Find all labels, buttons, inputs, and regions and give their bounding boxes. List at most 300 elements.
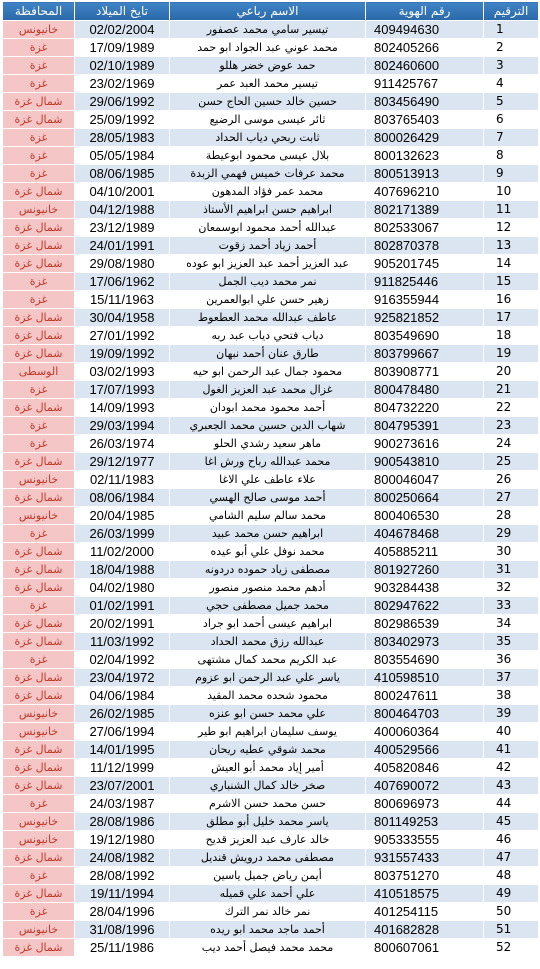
governorate: شمال غزة bbox=[3, 543, 75, 561]
birth-date: 11/02/2000 bbox=[75, 543, 170, 561]
table-row bbox=[3, 291, 539, 309]
governorate: غزة bbox=[3, 381, 75, 399]
full-name: خالد عارف عبد العزيز قديح bbox=[170, 831, 366, 849]
full-name: علاء عاطف علي الاغا bbox=[170, 471, 366, 489]
birth-date: 03/02/1993 bbox=[75, 363, 170, 381]
id-number: 801149253 bbox=[366, 813, 484, 831]
row-number: 43 bbox=[484, 777, 539, 795]
birth-date: 20/02/1991 bbox=[75, 615, 170, 633]
table-row bbox=[3, 759, 539, 777]
governorate: شمال غزة bbox=[3, 885, 75, 903]
id-number: 802870378 bbox=[366, 237, 484, 255]
table-row bbox=[3, 183, 539, 201]
id-number: 911825446 bbox=[366, 273, 484, 291]
full-name: عبدالله رزق محمد الحداد bbox=[170, 633, 366, 651]
row-number: 12 bbox=[484, 219, 539, 237]
row-number: 1 bbox=[484, 21, 539, 39]
table-row bbox=[3, 417, 539, 435]
header-id: رقم الهوية bbox=[366, 2, 484, 21]
full-name: زهير حسن علي ابوالعمرين bbox=[170, 291, 366, 309]
table-row bbox=[3, 885, 539, 903]
governorate: غزة bbox=[3, 129, 75, 147]
full-name: مصطفى زياد حموده دردونه bbox=[170, 561, 366, 579]
table-row bbox=[3, 813, 539, 831]
row-number: 8 bbox=[484, 147, 539, 165]
table-body bbox=[3, 21, 539, 957]
table-row bbox=[3, 399, 539, 417]
row-number: 7 bbox=[484, 129, 539, 147]
table-row bbox=[3, 849, 539, 867]
birth-date: 02/02/2004 bbox=[75, 21, 170, 39]
birth-date: 19/11/1994 bbox=[75, 885, 170, 903]
full-name: شهاب الدين حسين محمد الجعبري bbox=[170, 417, 366, 435]
id-number: 400529566 bbox=[366, 741, 484, 759]
row-number: 31 bbox=[484, 561, 539, 579]
id-number: 803765403 bbox=[366, 111, 484, 129]
row-number: 47 bbox=[484, 849, 539, 867]
full-name: محمد جميل مصطفى حجي bbox=[170, 597, 366, 615]
table-row bbox=[3, 273, 539, 291]
full-name: ابراهيم عيسى أحمد ابو جراد bbox=[170, 615, 366, 633]
governorate: غزة bbox=[3, 435, 75, 453]
governorate: شمال غزة bbox=[3, 237, 75, 255]
governorate: غزة bbox=[3, 597, 75, 615]
row-number: 42 bbox=[484, 759, 539, 777]
governorate: خانيونس bbox=[3, 507, 75, 525]
governorate: خانيونس bbox=[3, 723, 75, 741]
birth-date: 02/10/1989 bbox=[75, 57, 170, 75]
governorate: غزة bbox=[3, 651, 75, 669]
table-row bbox=[3, 831, 539, 849]
row-number: 26 bbox=[484, 471, 539, 489]
governorate: غزة bbox=[3, 75, 75, 93]
birth-date: 26/03/1999 bbox=[75, 525, 170, 543]
id-number: 800478480 bbox=[366, 381, 484, 399]
birth-date: 26/03/1974 bbox=[75, 435, 170, 453]
table-row bbox=[3, 507, 539, 525]
id-number: 802986539 bbox=[366, 615, 484, 633]
table-row bbox=[3, 129, 539, 147]
full-name: عبدالله أحمد محمود ابوسمعان bbox=[170, 219, 366, 237]
row-number: 33 bbox=[484, 597, 539, 615]
governorate: شمال غزة bbox=[3, 255, 75, 273]
id-number: 911425767 bbox=[366, 75, 484, 93]
table-row bbox=[3, 237, 539, 255]
birth-date: 17/06/1962 bbox=[75, 273, 170, 291]
row-number: 10 bbox=[484, 183, 539, 201]
row-number: 15 bbox=[484, 273, 539, 291]
row-number: 17 bbox=[484, 309, 539, 327]
id-number: 800247611 bbox=[366, 687, 484, 705]
row-number: 46 bbox=[484, 831, 539, 849]
full-name: مصطفى محمد درويش قنديل bbox=[170, 849, 366, 867]
table-row bbox=[3, 435, 539, 453]
full-name: ثابت ربحي دياب الحداد bbox=[170, 129, 366, 147]
row-number: 32 bbox=[484, 579, 539, 597]
governorate: شمال غزة bbox=[3, 669, 75, 687]
full-name: محمد عوني عبد الجواد ابو حمد bbox=[170, 39, 366, 57]
governorate: خانيونس bbox=[3, 831, 75, 849]
table-row bbox=[3, 633, 539, 651]
id-number: 800696973 bbox=[366, 795, 484, 813]
governorate: شمال غزة bbox=[3, 489, 75, 507]
id-number: 802460600 bbox=[366, 57, 484, 75]
governorate: خانيونس bbox=[3, 471, 75, 489]
id-number: 401254115 bbox=[366, 903, 484, 921]
governorate: غزة bbox=[3, 867, 75, 885]
table-row bbox=[3, 795, 539, 813]
id-number: 401682828 bbox=[366, 921, 484, 939]
id-number: 800046047 bbox=[366, 471, 484, 489]
table-row bbox=[3, 75, 539, 93]
full-name: عبد الكريم محمد كمال مشتهى bbox=[170, 651, 366, 669]
full-name: أحمد موسى صالح الهسي bbox=[170, 489, 366, 507]
row-number: 22 bbox=[484, 399, 539, 417]
governorate: غزة bbox=[3, 147, 75, 165]
full-name: محمد سالم سليم الشامي bbox=[170, 507, 366, 525]
governorate: غزة bbox=[3, 57, 75, 75]
table-row bbox=[3, 615, 539, 633]
governorate: غزة bbox=[3, 903, 75, 921]
governorate: شمال غزة bbox=[3, 687, 75, 705]
header-governorate: المحافظة bbox=[3, 2, 75, 21]
table-row bbox=[3, 147, 539, 165]
row-number: 36 bbox=[484, 651, 539, 669]
row-number: 14 bbox=[484, 255, 539, 273]
full-name: غزال محمد عبد العزيز الغول bbox=[170, 381, 366, 399]
full-name: طارق عنان أحمد نبهان bbox=[170, 345, 366, 363]
birth-date: 30/04/1958 bbox=[75, 309, 170, 327]
id-number: 803554690 bbox=[366, 651, 484, 669]
id-number: 407690072 bbox=[366, 777, 484, 795]
full-name: تيسير محمد العبد عمر bbox=[170, 75, 366, 93]
table-row bbox=[3, 921, 539, 939]
table-row bbox=[3, 723, 539, 741]
row-number: 49 bbox=[484, 885, 539, 903]
full-name: أيمن رياض جميل ياسين bbox=[170, 867, 366, 885]
governorate: غزة bbox=[3, 795, 75, 813]
row-number: 23 bbox=[484, 417, 539, 435]
row-number: 27 bbox=[484, 489, 539, 507]
full-name: أحمد زياد أحمد زقوت bbox=[170, 237, 366, 255]
id-number: 800026429 bbox=[366, 129, 484, 147]
birth-date: 08/06/1985 bbox=[75, 165, 170, 183]
governorate: خانيونس bbox=[3, 813, 75, 831]
governorate: شمال غزة bbox=[3, 849, 75, 867]
full-name: عبد العزيز أحمد عبد العزيز ابو عوده bbox=[170, 255, 366, 273]
table-row bbox=[3, 363, 539, 381]
id-number: 405885211 bbox=[366, 543, 484, 561]
row-number: 40 bbox=[484, 723, 539, 741]
id-number: 803402973 bbox=[366, 633, 484, 651]
row-number: 18 bbox=[484, 327, 539, 345]
full-name: بلال عيسى محمود ابوعيطة bbox=[170, 147, 366, 165]
full-name: محمد نوفل علي أبو عيده bbox=[170, 543, 366, 561]
row-number: 4 bbox=[484, 75, 539, 93]
birth-date: 04/10/2001 bbox=[75, 183, 170, 201]
row-number: 6 bbox=[484, 111, 539, 129]
row-number: 19 bbox=[484, 345, 539, 363]
birth-date: 04/02/1980 bbox=[75, 579, 170, 597]
governorate: شمال غزة bbox=[3, 741, 75, 759]
full-name: أحمد ماجد محمد ابو ريده bbox=[170, 921, 366, 939]
birth-date: 04/12/1988 bbox=[75, 201, 170, 219]
full-name: محمود جمال عبد الرحمن ابو حيه bbox=[170, 363, 366, 381]
birth-date: 14/09/1993 bbox=[75, 399, 170, 417]
governorate: خانيونس bbox=[3, 201, 75, 219]
table-row bbox=[3, 867, 539, 885]
table-row bbox=[3, 669, 539, 687]
id-number: 800132623 bbox=[366, 147, 484, 165]
id-number: 803799667 bbox=[366, 345, 484, 363]
governorate: شمال غزة bbox=[3, 345, 75, 363]
table-row bbox=[3, 21, 539, 39]
table-row bbox=[3, 165, 539, 183]
birth-date: 17/09/1989 bbox=[75, 39, 170, 57]
birth-date: 29/03/1994 bbox=[75, 417, 170, 435]
full-name: محمود شحده محمد المقيد bbox=[170, 687, 366, 705]
birth-date: 23/04/1972 bbox=[75, 669, 170, 687]
birth-date: 23/07/2001 bbox=[75, 777, 170, 795]
governorate: غزة bbox=[3, 39, 75, 57]
full-name: أحمد محمود محمد ابودان bbox=[170, 399, 366, 417]
governorate: خانيونس bbox=[3, 705, 75, 723]
full-name: تيسير سامي محمد عصفور bbox=[170, 21, 366, 39]
birth-date: 20/04/1985 bbox=[75, 507, 170, 525]
birth-date: 05/05/1984 bbox=[75, 147, 170, 165]
id-number: 800406530 bbox=[366, 507, 484, 525]
birth-date: 24/01/1991 bbox=[75, 237, 170, 255]
full-name: عاطف عبدالله محمد العطعوط bbox=[170, 309, 366, 327]
governorate: شمال غزة bbox=[3, 327, 75, 345]
table-row bbox=[3, 741, 539, 759]
full-name: حسين خالد حسين الحاج حسن bbox=[170, 93, 366, 111]
birth-date: 11/12/1999 bbox=[75, 759, 170, 777]
id-number: 804732220 bbox=[366, 399, 484, 417]
governorate: خانيونس bbox=[3, 21, 75, 39]
id-number: 803549690 bbox=[366, 327, 484, 345]
governorate: شمال غزة bbox=[3, 777, 75, 795]
birth-date: 02/04/1992 bbox=[75, 651, 170, 669]
birth-date: 25/09/1992 bbox=[75, 111, 170, 129]
table-row bbox=[3, 777, 539, 795]
full-name: صخر خالد كمال الشنباري bbox=[170, 777, 366, 795]
id-number: 800513913 bbox=[366, 165, 484, 183]
id-number: 931557433 bbox=[366, 849, 484, 867]
governorate: شمال غزة bbox=[3, 453, 75, 471]
table-row bbox=[3, 381, 539, 399]
id-number: 409494630 bbox=[366, 21, 484, 39]
row-number: 24 bbox=[484, 435, 539, 453]
full-name: حسن محمد حسن الاشرم bbox=[170, 795, 366, 813]
governorate: غزة bbox=[3, 165, 75, 183]
header-dob: تايخ الميلاد bbox=[75, 2, 170, 21]
row-number: 11 bbox=[484, 201, 539, 219]
birth-date: 02/11/1983 bbox=[75, 471, 170, 489]
governorate: شمال غزة bbox=[3, 219, 75, 237]
full-name: محمد عبدالله رباح ورش اغا bbox=[170, 453, 366, 471]
birth-date: 24/08/1982 bbox=[75, 849, 170, 867]
birth-date: 04/06/1984 bbox=[75, 687, 170, 705]
row-number: 45 bbox=[484, 813, 539, 831]
governorate: شمال غزة bbox=[3, 399, 75, 417]
full-name: محمد عرفات خميس فهمي الزبدة bbox=[170, 165, 366, 183]
row-number: 39 bbox=[484, 705, 539, 723]
id-number: 925821852 bbox=[366, 309, 484, 327]
row-number: 48 bbox=[484, 867, 539, 885]
header-num: الترقيم bbox=[484, 2, 539, 21]
id-number: 800607061 bbox=[366, 939, 484, 957]
id-number: 900273616 bbox=[366, 435, 484, 453]
birth-date: 15/11/1963 bbox=[75, 291, 170, 309]
table-row bbox=[3, 543, 539, 561]
row-number: 52 bbox=[484, 939, 539, 957]
full-name: دياب فتحي دياب عبد ربه bbox=[170, 327, 366, 345]
governorate: شمال غزة bbox=[3, 939, 75, 957]
row-number: 9 bbox=[484, 165, 539, 183]
table-row bbox=[3, 57, 539, 75]
table-row bbox=[3, 345, 539, 363]
table-row bbox=[3, 579, 539, 597]
table-row bbox=[3, 705, 539, 723]
full-name: أدهم محمد منصور منصور bbox=[170, 579, 366, 597]
governorate: شمال غزة bbox=[3, 309, 75, 327]
header-name: الاسم رباعي bbox=[170, 2, 366, 21]
full-name: ياسر محمد خليل أبو مطلق bbox=[170, 813, 366, 831]
full-name: ابراهيم حسن ابراهيم الأستاذ bbox=[170, 201, 366, 219]
governorate: شمال غزة bbox=[3, 633, 75, 651]
full-name: محمد محمد فيصل أحمد ديب bbox=[170, 939, 366, 957]
full-name: محمد شوقي عطيه ريحان bbox=[170, 741, 366, 759]
table-row bbox=[3, 255, 539, 273]
governorate: شمال غزة bbox=[3, 111, 75, 129]
governorate: شمال غزة bbox=[3, 561, 75, 579]
id-number: 900543810 bbox=[366, 453, 484, 471]
id-number: 404678468 bbox=[366, 525, 484, 543]
row-number: 29 bbox=[484, 525, 539, 543]
roster-table bbox=[2, 1, 539, 957]
table-row bbox=[3, 489, 539, 507]
row-number: 5 bbox=[484, 93, 539, 111]
row-number: 25 bbox=[484, 453, 539, 471]
table-row bbox=[3, 309, 539, 327]
table-row bbox=[3, 201, 539, 219]
id-number: 407696210 bbox=[366, 183, 484, 201]
birth-date: 28/04/1996 bbox=[75, 903, 170, 921]
governorate: غزة bbox=[3, 525, 75, 543]
id-number: 410518575 bbox=[366, 885, 484, 903]
table-row bbox=[3, 903, 539, 921]
table-row bbox=[3, 39, 539, 57]
id-number: 410598510 bbox=[366, 669, 484, 687]
full-name: ياسر علي عبد الرحمن ابو عزوم bbox=[170, 669, 366, 687]
id-number: 803751270 bbox=[366, 867, 484, 885]
table-row bbox=[3, 93, 539, 111]
id-number: 800250664 bbox=[366, 489, 484, 507]
table-row bbox=[3, 327, 539, 345]
birth-date: 31/08/1996 bbox=[75, 921, 170, 939]
id-number: 802405266 bbox=[366, 39, 484, 57]
birth-date: 17/07/1993 bbox=[75, 381, 170, 399]
birth-date: 23/12/1989 bbox=[75, 219, 170, 237]
id-number: 400060364 bbox=[366, 723, 484, 741]
birth-date: 08/06/1984 bbox=[75, 489, 170, 507]
row-number: 51 bbox=[484, 921, 539, 939]
table-row bbox=[3, 561, 539, 579]
row-number: 28 bbox=[484, 507, 539, 525]
birth-date: 28/08/1992 bbox=[75, 867, 170, 885]
birth-date: 27/01/1992 bbox=[75, 327, 170, 345]
table-header bbox=[3, 2, 539, 21]
full-name: يوسف سليمان ابراهيم ابو طير bbox=[170, 723, 366, 741]
table-row bbox=[3, 471, 539, 489]
row-number: 34 bbox=[484, 615, 539, 633]
governorate: غزة bbox=[3, 417, 75, 435]
birth-date: 19/12/1980 bbox=[75, 831, 170, 849]
governorate: شمال غزة bbox=[3, 579, 75, 597]
birth-date: 25/11/1986 bbox=[75, 939, 170, 957]
table-row bbox=[3, 525, 539, 543]
row-number: 3 bbox=[484, 57, 539, 75]
birth-date: 23/02/1969 bbox=[75, 75, 170, 93]
governorate: غزة bbox=[3, 273, 75, 291]
birth-date: 29/06/1992 bbox=[75, 93, 170, 111]
id-number: 802947622 bbox=[366, 597, 484, 615]
full-name: أمير إياد محمد أبو العيش bbox=[170, 759, 366, 777]
full-name: ثائر عيسى موسى الرضيع bbox=[170, 111, 366, 129]
governorate: الوسطى bbox=[3, 363, 75, 381]
governorate: شمال غزة bbox=[3, 183, 75, 201]
table-row bbox=[3, 219, 539, 237]
birth-date: 18/04/1988 bbox=[75, 561, 170, 579]
birth-date: 14/01/1995 bbox=[75, 741, 170, 759]
full-name: ابراهيم حسن محمد عبيد bbox=[170, 525, 366, 543]
row-number: 37 bbox=[484, 669, 539, 687]
table-row bbox=[3, 597, 539, 615]
id-number: 801927260 bbox=[366, 561, 484, 579]
id-number: 802171389 bbox=[366, 201, 484, 219]
birth-date: 28/05/1983 bbox=[75, 129, 170, 147]
id-number: 405820846 bbox=[366, 759, 484, 777]
full-name: نمر خالد نمر الترك bbox=[170, 903, 366, 921]
id-number: 916355944 bbox=[366, 291, 484, 309]
full-name: علي محمد حسن ابو عنزه bbox=[170, 705, 366, 723]
birth-date: 01/02/1991 bbox=[75, 597, 170, 615]
row-number: 41 bbox=[484, 741, 539, 759]
row-number: 44 bbox=[484, 795, 539, 813]
header-row bbox=[3, 2, 539, 21]
id-number: 804795391 bbox=[366, 417, 484, 435]
id-number: 803456490 bbox=[366, 93, 484, 111]
table-row bbox=[3, 111, 539, 129]
birth-date: 28/08/1986 bbox=[75, 813, 170, 831]
row-number: 13 bbox=[484, 237, 539, 255]
row-number: 21 bbox=[484, 381, 539, 399]
table-row bbox=[3, 651, 539, 669]
id-number: 905201745 bbox=[366, 255, 484, 273]
full-name: ماهر سعيد رشدي الحلو bbox=[170, 435, 366, 453]
birth-date: 26/02/1985 bbox=[75, 705, 170, 723]
governorate: شمال غزة bbox=[3, 93, 75, 111]
id-number: 802533067 bbox=[366, 219, 484, 237]
id-number: 803908771 bbox=[366, 363, 484, 381]
table-row bbox=[3, 939, 539, 957]
row-number: 20 bbox=[484, 363, 539, 381]
table-row bbox=[3, 687, 539, 705]
id-number: 800464703 bbox=[366, 705, 484, 723]
full-name: حمد عوض خضر هللو bbox=[170, 57, 366, 75]
row-number: 50 bbox=[484, 903, 539, 921]
